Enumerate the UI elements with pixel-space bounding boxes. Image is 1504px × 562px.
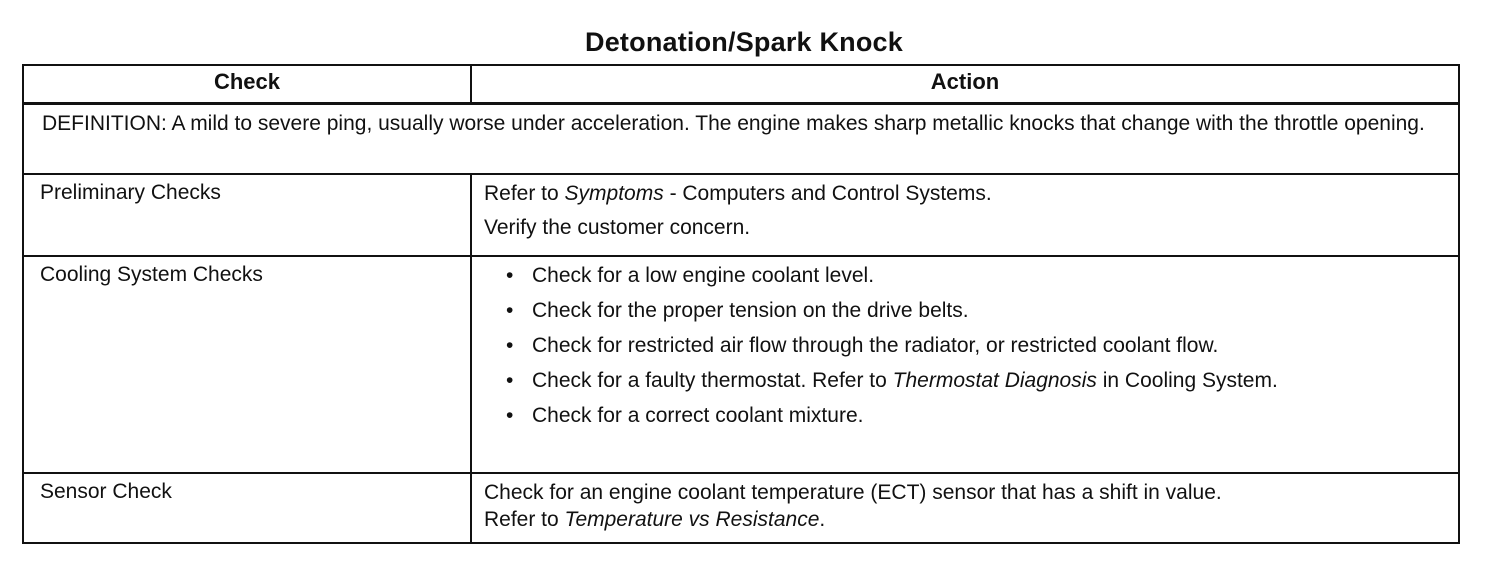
column-header-action: Action: [471, 65, 1459, 104]
action-cell-sensor: [471, 473, 1459, 543]
table-row-cooling: [23, 256, 1459, 473]
cross-reference-temperature: Temperature vs Resistance: [564, 508, 820, 531]
definition-row: [23, 104, 1459, 175]
list-item-text: Check for a faulty thermostat. Refer to: [532, 369, 893, 392]
list-item-text: in Cooling System.: [1096, 369, 1278, 392]
cross-reference-symptoms: Symptoms: [564, 182, 664, 205]
header-row: [23, 65, 1459, 104]
list-item: [506, 263, 1446, 288]
table-row-sensor: [23, 473, 1459, 543]
list-item-text: Check for the proper tension on the drive belts.: [532, 299, 969, 322]
list-item: [506, 298, 1446, 323]
action-text: .: [819, 508, 826, 531]
bullet-icon: •: [506, 299, 514, 322]
bullet-list: [484, 263, 1446, 428]
bullet-icon: •: [506, 404, 514, 427]
action-cell-preliminary: [471, 174, 1459, 256]
action-line: [484, 181, 1446, 206]
action-text: Refer to: [484, 182, 565, 205]
action-cell-cooling: [471, 256, 1459, 473]
check-cell-cooling: Cooling System Checks: [23, 256, 471, 473]
page-title: Detonation/Spark Knock: [585, 27, 903, 57]
bullet-icon: •: [506, 334, 514, 357]
list-item: [506, 333, 1446, 358]
definition-text: DEFINITION: A mild to severe ping, usually worse under acceleration. The engine makes sharp metallic knocks that change with the throttle opening.: [23, 104, 1459, 175]
list-item-text: Check for a correct coolant mixture.: [532, 404, 864, 427]
action-text: Refer to: [484, 508, 565, 531]
action-line: Check for an engine coolant temperature (ECT) sensor that has a shift in value.: [484, 481, 1222, 504]
list-item-text: Check for a low engine coolant level.: [532, 264, 875, 287]
bullet-icon: •: [506, 264, 514, 287]
check-cell-preliminary: Preliminary Checks: [23, 174, 471, 256]
bullet-icon: •: [506, 369, 514, 392]
cross-reference-thermostat: Thermostat Diagnosis: [892, 369, 1097, 392]
column-header-check: Check: [23, 65, 471, 104]
check-cell-sensor: Sensor Check: [23, 473, 471, 543]
action-line: [484, 507, 1446, 532]
list-item: [506, 403, 1446, 428]
action-text: - Computers and Control Systems.: [663, 182, 992, 205]
table-row-preliminary: [23, 174, 1459, 256]
list-item: [506, 368, 1292, 393]
list-item-text: Check for restricted air flow through the radiator, or restricted coolant flow.: [532, 334, 1219, 357]
action-line: Verify the customer concern.: [484, 216, 751, 239]
diagnostic-table: [22, 64, 1460, 544]
